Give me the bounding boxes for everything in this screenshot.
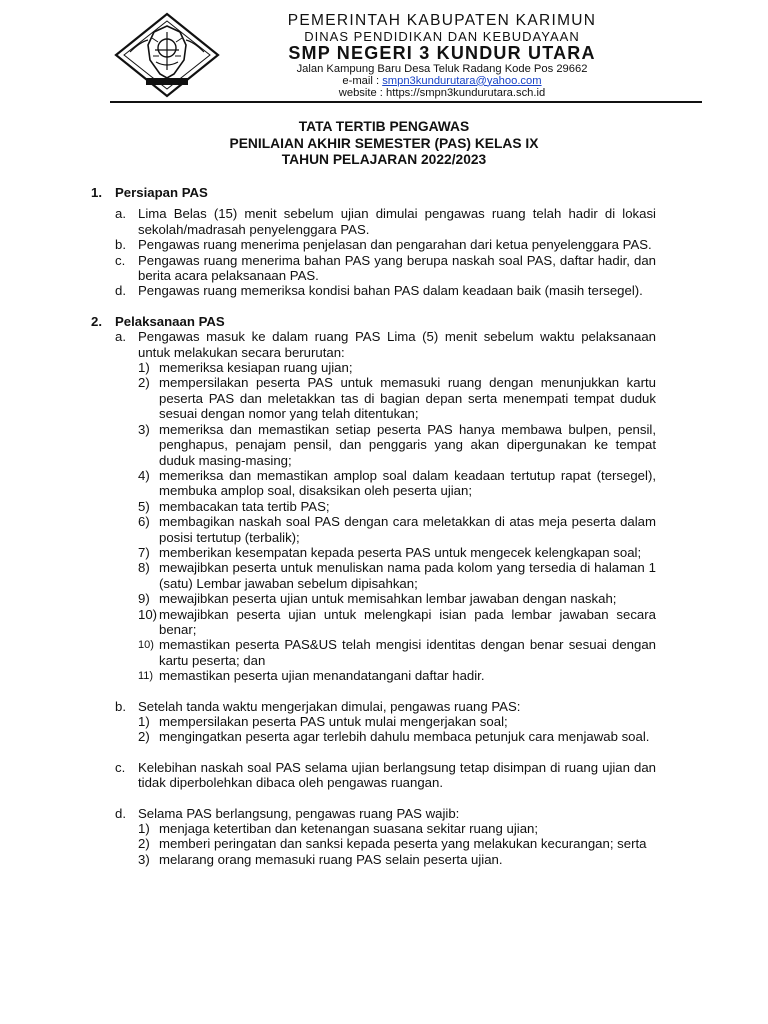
sub-item xyxy=(93,836,656,851)
sub-text: mempersilakan peserta PAS untuk mulai mengerjakan soal; xyxy=(159,714,508,729)
list-item xyxy=(93,806,656,821)
sub-marker: 10) xyxy=(138,639,154,652)
sub-text: memeriksa kesiapan ruang ujian; xyxy=(159,360,353,376)
item-marker: b. xyxy=(115,698,126,714)
sub-item xyxy=(93,545,656,560)
sub-text: membacakan tata tertib PAS; xyxy=(159,498,330,514)
sub-marker: 2) xyxy=(138,836,150,852)
item-marker: d. xyxy=(115,283,126,299)
item-text: Pengawas masuk ke dalam ruang PAS Lima (5) menit sebelum waktu pelaksanaan untuk melakukan secara berurutan: xyxy=(138,329,656,360)
sub-item xyxy=(93,821,656,836)
sub-item xyxy=(93,591,656,606)
section-title: Persiapan PAS xyxy=(115,185,208,200)
email-link[interactable]: smpn3kundurutara@yahoo.com xyxy=(382,74,542,87)
sub-text: menjaga ketertiban dan ketenangan suasana sekitar ruang ujian; xyxy=(159,821,539,837)
list-item xyxy=(93,253,656,284)
item-text: Kelebihan naskah soal PAS selama ujian berlangsung tetap disimpan di ruang ujian dan tidak diperbolehkan dibaca oleh pengawas ruangan. xyxy=(138,759,656,791)
sub-item xyxy=(93,560,656,591)
sub-text: mewajibkan peserta untuk menuliskan nama pada kolom yang tersedia di halaman 1 (satu) Lembar jawaban sebelum dipisahkan; xyxy=(159,560,656,591)
sub-marker: 9) xyxy=(138,591,150,607)
sub-item xyxy=(93,607,656,638)
list-item xyxy=(93,329,656,360)
sub-text: memastikan peserta ujian menandatangani daftar hadir. xyxy=(159,668,485,684)
item-marker: c. xyxy=(115,252,126,268)
sub-item xyxy=(93,852,656,867)
item-text: Pengawas ruang memeriksa kondisi bahan PAS dalam keadaan baik (masih tersegel). xyxy=(138,283,643,299)
item-text: Selama PAS berlangsung, pengawas ruang PAS wajib: xyxy=(138,805,460,821)
sub-item xyxy=(93,668,656,683)
sub-marker: 10) xyxy=(138,606,158,622)
list-item xyxy=(93,283,656,298)
sub-marker: 1) xyxy=(138,714,150,729)
sub-text: mewajibkan peserta ujian untuk melengkapi isian pada lembar jawaban secara benar; xyxy=(159,606,656,637)
sub-marker: 11) xyxy=(138,670,154,683)
document-title xyxy=(0,119,768,169)
sub-text: memeriksa dan memastikan amplop soal dalam keadaan tertutup rapat (tersegel), membuka amplop soal, disaksikan oleh peserta ujian; xyxy=(159,467,656,499)
section-heading xyxy=(93,185,656,200)
title-line-1: TATA TERTIB PENGAWAS xyxy=(298,119,470,134)
letterhead xyxy=(0,0,768,105)
sub-marker: 3) xyxy=(138,421,150,437)
section-number: 2. xyxy=(91,313,102,329)
item-text: Pengawas ruang menerima penjelasan dan pengarahan dari ketua penyelenggara PAS. xyxy=(138,237,652,253)
sub-text: mewajibkan peserta ujian untuk memisahkan lembar jawaban dengan naskah; xyxy=(159,591,617,607)
section-heading xyxy=(93,314,656,329)
agency-name: DINAS PENDIDIKAN DAN KEBUDAYAAN xyxy=(304,28,580,44)
item-text: Lima Belas (15) menit sebelum ujian dimulai pengawas ruang telah hadir di lokasi sekolah/madrasah penyelenggara PAS. xyxy=(138,206,656,237)
school-address: Jalan Kampung Baru Desa Teluk Radang Kode Pos 29662 xyxy=(296,62,588,75)
item-text: Pengawas ruang menerima bahan PAS yang berupa naskah soal PAS, daftar hadir, dan berita acara pelaksanaan PAS. xyxy=(138,252,656,284)
item-marker: a. xyxy=(115,329,126,345)
sub-marker: 1) xyxy=(138,360,150,376)
document-body xyxy=(93,185,656,867)
list-item xyxy=(93,760,656,791)
sub-text: mengingatkan peserta agar terlebih dahulu membaca petunjuk cara menjawab soal. xyxy=(159,729,650,745)
sub-text: mempersilakan peserta PAS untuk memasuki ruang dengan menunjukkan kartu peserta PAS dan meletakkan tas di bagian depan serta menempati tempat duduk sesuai dengan nomor yang telah ditentukan; xyxy=(159,375,656,422)
sub-item xyxy=(93,714,656,729)
sub-marker: 8) xyxy=(138,560,150,576)
sub-item xyxy=(93,729,656,744)
school-website[interactable]: website : https://smpn3kundurutara.sch.id xyxy=(338,86,546,99)
sub-item xyxy=(93,499,656,514)
regency-emblem-icon xyxy=(112,12,222,98)
title-line-2: PENILAIAN AKHIR SEMESTER (PAS) KELAS IX xyxy=(229,135,539,151)
sub-item xyxy=(93,375,656,421)
sub-item xyxy=(93,422,656,468)
item-marker: d. xyxy=(115,805,126,821)
sub-text: memberikan kesempatan kepada peserta PAS untuk mengecek kelengkapan soal; xyxy=(159,544,642,560)
list-item xyxy=(93,699,656,714)
item-marker: a. xyxy=(115,206,126,222)
item-marker: b. xyxy=(115,237,126,253)
section-title: Pelaksanaan PAS xyxy=(115,313,225,329)
item-marker: c. xyxy=(115,759,126,775)
sub-marker: 1) xyxy=(138,821,150,837)
email-label: e-mail : xyxy=(342,74,383,87)
sub-marker: 6) xyxy=(138,514,150,530)
school-email-line xyxy=(232,76,652,87)
section-number: 1. xyxy=(91,185,102,200)
sub-text: memeriksa dan memastikan setiap peserta PAS hanya membawa bulpen, pensil, penghapus, penajam pensil, dan penggaris yang akan dipergunakan ke tempat duduk masing-masing; xyxy=(159,421,656,468)
title-line-3: TAHUN PELAJARAN 2022/2023 xyxy=(281,152,487,167)
sub-text: memberi peringatan dan sanksi kepada peserta yang melakukan kecurangan; serta xyxy=(159,836,647,852)
sub-text: memastikan peserta PAS&US telah mengisi identitas dengan benar sesuai dengan kartu peserta; dan xyxy=(159,637,656,668)
sub-marker: 3) xyxy=(138,851,150,867)
sub-item xyxy=(93,637,656,668)
list-item xyxy=(93,206,656,237)
sub-marker: 2) xyxy=(138,729,150,745)
sub-marker: 4) xyxy=(138,467,150,483)
sub-item xyxy=(93,514,656,545)
sub-item xyxy=(93,468,656,499)
sub-marker: 2) xyxy=(138,375,150,391)
government-name: PEMERINTAH KABUPATEN KARIMUN xyxy=(287,12,597,29)
item-text: Setelah tanda waktu mengerjakan dimulai, pengawas ruang PAS: xyxy=(138,698,521,714)
list-item xyxy=(93,237,656,252)
letterhead-divider xyxy=(110,101,702,103)
sub-text: membagikan naskah soal PAS dengan cara meletakkan di atas meja peserta dalam posisi tertutup (terbalik); xyxy=(159,514,656,545)
sub-item xyxy=(93,360,656,375)
sub-marker: 7) xyxy=(138,544,150,560)
school-name: SMP NEGERI 3 KUNDUR UTARA xyxy=(288,42,596,63)
sub-marker: 5) xyxy=(138,498,150,514)
sub-text: melarang orang memasuki ruang PAS selain peserta ujian. xyxy=(159,851,503,867)
